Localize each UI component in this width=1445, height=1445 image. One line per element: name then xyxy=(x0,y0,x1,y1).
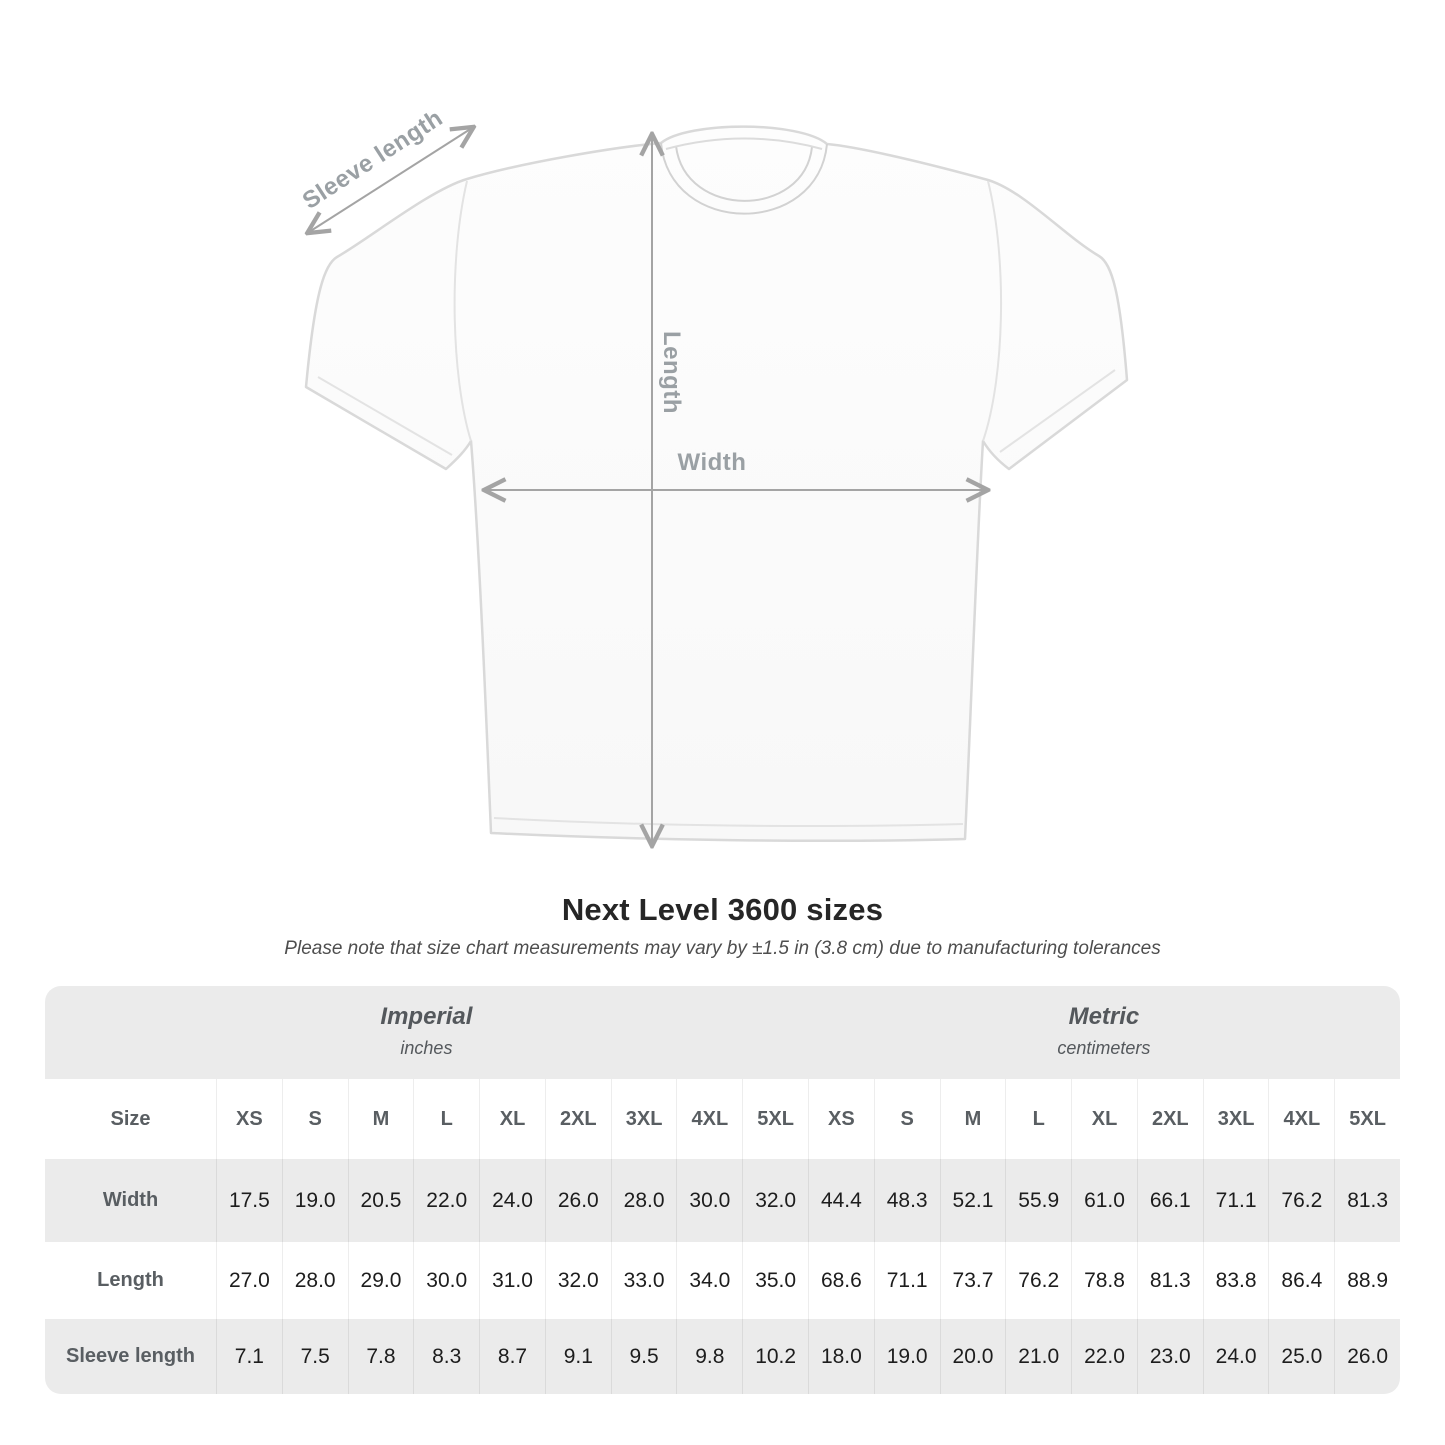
size-col-header: L xyxy=(413,1079,479,1159)
width-label: Width xyxy=(677,449,747,476)
sleeve-value-cell: 18.0 xyxy=(820,1344,862,1368)
sleeve-value-cell: 20.0 xyxy=(940,1319,1006,1394)
size-col-header: 4XL xyxy=(676,1079,742,1159)
size-col-header: S xyxy=(874,1079,940,1159)
length-value-cell: 34.0 xyxy=(676,1242,742,1319)
width-value-cell: 76.2 xyxy=(1268,1159,1334,1242)
length-value-cell: 27.0 xyxy=(228,1268,270,1292)
unit-group-header xyxy=(45,986,1400,1079)
sleeve-value-cell: 9.8 xyxy=(676,1319,742,1394)
tolerance-note: Please note that size chart measurements may vary by ±1.5 in (3.8 cm) due to manufacturing tolerances xyxy=(284,938,1161,959)
imperial-group-title: Imperial xyxy=(380,1003,473,1030)
metric-size-headers xyxy=(808,1079,1400,1159)
width-row-label: Width xyxy=(102,1189,159,1211)
size-col-header: S xyxy=(282,1079,348,1159)
width-value-cell: 48.3 xyxy=(874,1159,940,1242)
page-title: Next Level 3600 sizes xyxy=(561,892,884,927)
length-value-cell: 30.0 xyxy=(413,1242,479,1319)
size-col-header: XS xyxy=(828,1107,855,1130)
size-col-header: 5XL xyxy=(742,1079,808,1159)
width-value-cell: 32.0 xyxy=(742,1159,808,1242)
length-value-cell: 28.0 xyxy=(282,1242,348,1319)
length-label: Length xyxy=(658,331,685,414)
length-value-cell: 32.0 xyxy=(545,1242,611,1319)
length-value-cell: 76.2 xyxy=(1005,1242,1071,1319)
size-col-header: 3XL xyxy=(1203,1079,1269,1159)
length-value-cell: 35.0 xyxy=(742,1242,808,1319)
sleeve-value-cell: 25.0 xyxy=(1268,1319,1334,1394)
length-value-cell: 31.0 xyxy=(479,1242,545,1319)
imperial-group-header xyxy=(45,986,808,1079)
length-row-label: Length xyxy=(97,1269,164,1291)
sleeve-value-cell: 10.2 xyxy=(742,1319,808,1394)
metric-group-title: Metric xyxy=(1068,1003,1140,1030)
length-value-cell: 83.8 xyxy=(1203,1242,1269,1319)
size-col-header: L xyxy=(1005,1079,1071,1159)
size-col-header: XL xyxy=(1071,1079,1137,1159)
sleeve-value-cell: 8.7 xyxy=(479,1319,545,1394)
width-value-cell: 17.5 xyxy=(228,1188,270,1212)
sleeve-value-cell: 24.0 xyxy=(1203,1319,1269,1394)
length-value-cell: 33.0 xyxy=(611,1242,677,1319)
sleeve-value-cell: 23.0 xyxy=(1137,1319,1203,1394)
width-metric-values xyxy=(808,1159,1400,1242)
sleeve-value-cell: 7.8 xyxy=(348,1319,414,1394)
width-value-cell: 22.0 xyxy=(413,1159,479,1242)
metric-group-header xyxy=(808,986,1400,1079)
size-col-header: 3XL xyxy=(611,1079,677,1159)
width-value-cell: 20.5 xyxy=(348,1159,414,1242)
size-col-header: M xyxy=(940,1079,1006,1159)
sleeve-value-cell: 26.0 xyxy=(1334,1319,1400,1394)
sleeve-value-cell: 19.0 xyxy=(874,1319,940,1394)
length-imperial-values xyxy=(216,1242,808,1319)
length-value-cell: 86.4 xyxy=(1268,1242,1334,1319)
tshirt-shape xyxy=(306,127,1127,841)
width-value-cell: 24.0 xyxy=(479,1159,545,1242)
size-col-header: XL xyxy=(479,1079,545,1159)
sleeve-value-cell: 7.5 xyxy=(282,1319,348,1394)
length-value-cell: 68.6 xyxy=(820,1268,862,1292)
sleeve-value-cell: 9.5 xyxy=(611,1319,677,1394)
sleeve-value-cell: 22.0 xyxy=(1071,1319,1137,1394)
length-value-cell: 73.7 xyxy=(940,1242,1006,1319)
width-value-cell: 28.0 xyxy=(611,1159,677,1242)
size-col-header: 2XL xyxy=(545,1079,611,1159)
size-table xyxy=(45,986,1400,1394)
length-value-cell: 88.9 xyxy=(1334,1242,1400,1319)
width-value-cell: 61.0 xyxy=(1071,1159,1137,1242)
sleeve-imperial-values xyxy=(216,1319,808,1394)
size-col-header: 5XL xyxy=(1334,1079,1400,1159)
imperial-size-headers xyxy=(216,1079,808,1159)
metric-group-unit: centimeters xyxy=(1057,1038,1151,1058)
length-value-cell: 81.3 xyxy=(1137,1242,1203,1319)
width-imperial-values xyxy=(216,1159,808,1242)
imperial-group-unit: inches xyxy=(400,1038,453,1058)
length-metric-values xyxy=(808,1242,1400,1319)
sleeve-value-cell: 8.3 xyxy=(413,1319,479,1394)
width-value-cell: 52.1 xyxy=(940,1159,1006,1242)
size-col-header: 2XL xyxy=(1137,1079,1203,1159)
sleeve-value-cell: 7.1 xyxy=(234,1344,264,1368)
size-col-header: XS xyxy=(236,1107,263,1130)
width-value-cell: 55.9 xyxy=(1005,1159,1071,1242)
width-value-cell: 26.0 xyxy=(545,1159,611,1242)
width-value-cell: 71.1 xyxy=(1203,1159,1269,1242)
length-value-cell: 29.0 xyxy=(348,1242,414,1319)
title-block xyxy=(0,892,1445,960)
size-row-label: Size xyxy=(110,1107,151,1130)
sleeve-value-cell: 9.1 xyxy=(545,1319,611,1394)
width-value-cell: 44.4 xyxy=(820,1188,862,1212)
length-value-cell: 78.8 xyxy=(1071,1242,1137,1319)
length-value-cell: 71.1 xyxy=(874,1242,940,1319)
width-value-cell: 30.0 xyxy=(676,1159,742,1242)
width-value-cell: 19.0 xyxy=(282,1159,348,1242)
sleeve-length-row-label: Sleeve length xyxy=(66,1345,195,1367)
sleeve-length-row xyxy=(45,1319,1400,1394)
width-value-cell: 66.1 xyxy=(1137,1159,1203,1242)
size-col-header: 4XL xyxy=(1268,1079,1334,1159)
sleeve-length-label: Sleeve length xyxy=(297,104,448,215)
size-col-header: M xyxy=(348,1079,414,1159)
sleeve-metric-values xyxy=(808,1319,1400,1394)
width-row xyxy=(45,1159,1400,1242)
length-row xyxy=(45,1242,1400,1319)
sleeve-value-cell: 21.0 xyxy=(1005,1319,1071,1394)
size-header-row xyxy=(45,1079,1400,1159)
width-value-cell: 81.3 xyxy=(1334,1159,1400,1242)
